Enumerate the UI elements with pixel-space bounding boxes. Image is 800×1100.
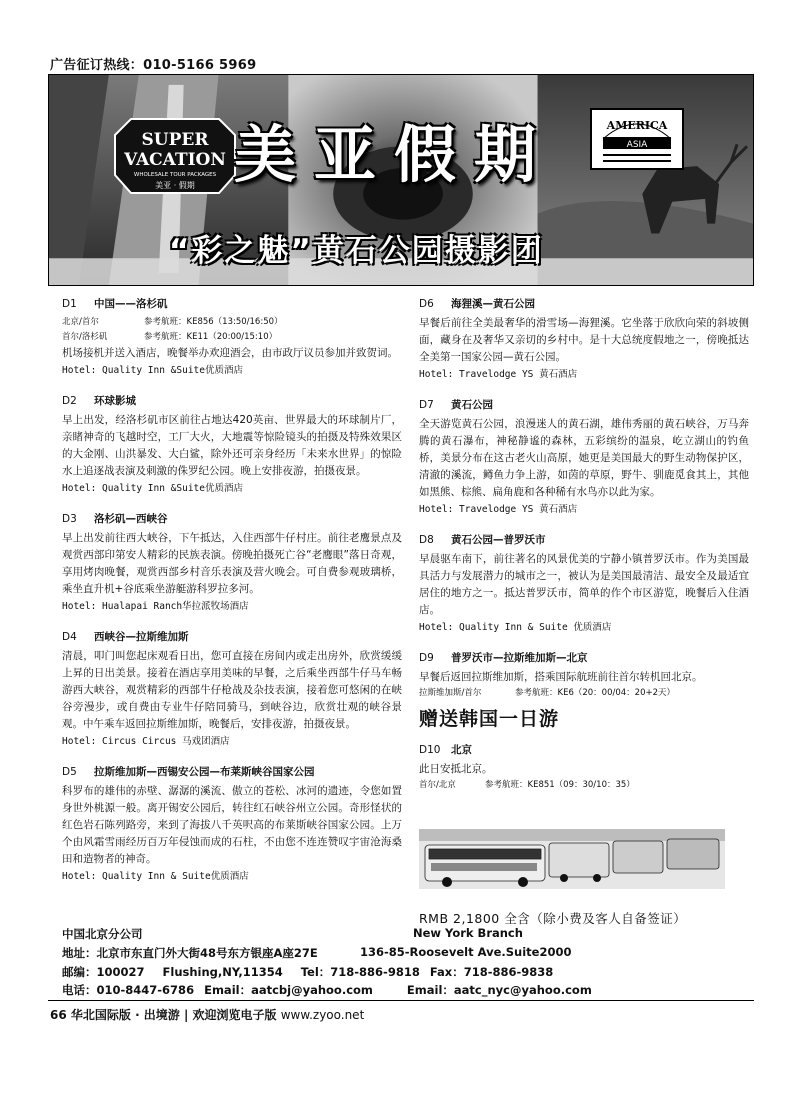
- day-text: 早餐后前往全美最奢华的滑雪场—海狸溪。它坐落于欣欣向荣的斜坡侧面，藏身在及奢华又亲切的乡村中。是十大总统度假地之一，傍晚抵达全美第一国家公园—黄石公园。: [419, 317, 749, 363]
- day-num: D10: [419, 744, 441, 756]
- day-text: 早上出发前往西大峡谷，下午抵达，入住西部牛仔村庄。前往老鹰景点及观赏西部印第安人精彩的民族表演。傍晚拍摄死亡谷“老鹰眼”落日奇观，享用烤肉晚餐，观赏西部乡村音乐表演及营火晚会。可自费参观玻璃桥，乘坐直升机+谷底乘坐游艇游科罗拉多河。: [62, 532, 402, 595]
- tour-price: RMB 2,1800 全含（除小费及客人自备签证）: [419, 911, 687, 926]
- itinerary-right-column: [419, 296, 749, 802]
- ny-address: 136-85-Roosevelt Ave.Suite2000: [360, 945, 572, 959]
- day-d5: [62, 764, 402, 885]
- ny-email: Email：aatc_nyc@yahoo.com: [406, 983, 592, 997]
- ny-fax: Fax：718-886-9838: [429, 965, 554, 979]
- day-d7: [419, 397, 749, 518]
- day-hotel: Hotel: Travelodge YS 黄石酒店: [419, 369, 578, 380]
- day-hotel: Hotel: Quality Inn &Suite优质酒店: [62, 483, 243, 494]
- day-hotel: Hotel: Quality Inn & Suite 优质酒店: [419, 622, 612, 633]
- itinerary-left-column: [62, 296, 402, 894]
- ny-tel: Tel：718-886-9818: [300, 965, 420, 979]
- cn-email: Email：aatcbj@yahoo.com: [204, 983, 373, 997]
- day-title: 西峡谷—拉斯维加斯: [94, 631, 189, 643]
- day-text: 此日安抵北京。: [419, 763, 493, 775]
- cn-address: 地址：北京市东直门外大街48号东方银座A座27E: [62, 946, 318, 960]
- contact-row-zip: [62, 964, 553, 980]
- day-title: 北京: [451, 744, 472, 756]
- day-hotel: Hotel: Circus Circus 马戏团酒店: [62, 736, 230, 747]
- day-hotel: Hotel: Quality Inn &Suite优质酒店: [62, 365, 243, 376]
- day-d10: [419, 742, 749, 793]
- day-num: D4: [62, 631, 77, 643]
- day-text: 清晨，叩门叫您起床观看日出，您可直接在房间内或走出房外，欣赏缓缓上昇的日出美景。接着在酒店享用美味的早餐，之后乘坐西部牛仔马车畅游西大峡谷，观赏精彩的西部牛仔枪战及杂技表演，接着您可悠闲的在峡谷旁漫步，或自费由专业牛仔陪同骑马，到峡谷边，欣赏壮观的峡谷景观。中午乘车返回拉斯维加斯，晚餐后，安排夜游，拍摄夜景。: [62, 650, 402, 730]
- logo-super-line3: WHOLESALE TOUR PACKAGES: [133, 172, 217, 178]
- flight-row: 拉斯维加斯/首尔 参考航班：KE6（20：00/04：20+2天）: [419, 688, 676, 698]
- day-num: D6: [419, 298, 434, 310]
- day-title: 黄石公园: [451, 399, 493, 411]
- day-hotel: Hotel: Travelodge YS 黄石酒店: [419, 504, 578, 515]
- page-number: 66: [50, 1008, 67, 1022]
- day-text: 早上出发，经洛杉矶市区前往占地达420英亩、世界最大的环球制片厂，亲睹神奇的飞越时空，工厂大火，大地震等惊险镜头的拍摄及特殊效果区的大金刚、山洪暴发、大白鲨，除外还可亲身经历「未来水世界」的惊险水上追逐战表演及刺激的侏罗纪公园。晚上安排夜游，拍摄夜景。: [62, 414, 402, 477]
- ny-city: Flushing,NY,11354: [162, 965, 283, 979]
- day-d8: [419, 532, 749, 636]
- logo-super-line1: SUPER: [141, 130, 209, 150]
- day-d4: [62, 629, 402, 750]
- day-text: 早餐后返回拉斯维加斯，搭乘国际航班前往首尔转机回北京。: [419, 671, 703, 683]
- logo-super-line2: VACATION: [124, 150, 226, 170]
- day-num: D3: [62, 513, 77, 525]
- flight-row: 首尔/北京 参考航班：KE851（09：30/10：35）: [419, 780, 635, 790]
- page-footer: [50, 1006, 364, 1023]
- cn-phone: 电话：010-8447-6786: [62, 983, 195, 997]
- day-title: 环球影城: [94, 395, 136, 407]
- day-title: 黄石公园—普罗沃市: [451, 534, 546, 546]
- logo-super-line4: 美亚 · 假期: [155, 181, 195, 190]
- footer-text: 华北国际版 · 出境游 | 欢迎浏览电子版: [70, 1008, 277, 1022]
- tour-subtitle: “彩之魅”黄石公园摄影团: [169, 233, 544, 269]
- day-title: 中国——洛杉矶: [94, 298, 168, 310]
- flight-row: 首尔/洛杉矶 参考航班：KE11（20:00/15:10）: [62, 332, 278, 342]
- day-title: 海狸溪—黄石公园: [451, 298, 535, 310]
- day-num: D5: [62, 766, 77, 778]
- day-d2: [62, 393, 402, 497]
- day-title: 拉斯维加斯—西锡安公园—布莱斯峡谷国家公园: [94, 766, 315, 778]
- gift-korea-day-tour: 赠送韩国一日游: [419, 708, 560, 730]
- day-num: D9: [419, 652, 434, 664]
- cn-zip: 邮编：100027: [62, 965, 145, 979]
- flight-row: 北京/首尔 参考航班：KE856（13:50/16:50）: [62, 317, 283, 327]
- contact-row-email: [62, 982, 592, 998]
- cn-branch: 中国北京分公司: [62, 927, 143, 941]
- day-text: 早晨驱车南下，前往著名的风景优美的宁静小镇普罗沃市。作为美国最具活力与发展潜力的城市之一，被认为是美国最清洁、最安全及最适宜居住的地方之一。抵达普罗沃市，简单的作个市区游览，晚餐后入住酒店。: [419, 553, 749, 616]
- america-asia-logo: [589, 107, 685, 171]
- day-num: D7: [419, 399, 434, 411]
- day-text: 科罗布的雄伟的赤壁、潺潺的溪流、傲立的苍松、冰河的遗迹，令您如置身世外桃源一般。离开锡安公园后，转往红石峡谷州立公园。奇形怪状的红色岩石陈列路旁，来到了海拔八千英呎高的布莱斯峡谷国家公园。上万个由风霜雪雨经历百万年侵蚀而成的石柱，不由您不连连赞叹宇宙沧海桑田和造物者的神奇。: [62, 785, 402, 865]
- brand-title: 美亚假期: [234, 118, 555, 191]
- day-d9: [419, 650, 749, 701]
- day-title: 普罗沃市—拉斯维加斯—北京: [451, 652, 588, 664]
- footer-url[interactable]: www.zyoo.net: [280, 1008, 365, 1022]
- footer-divider: [48, 1000, 754, 1001]
- day-d1: [62, 296, 402, 379]
- logo-asia-line1: AMERICA: [606, 119, 668, 132]
- day-text: 全天游览黄石公园，浪漫迷人的黄石湖，雄伟秀丽的黄石峡谷，万马奔腾的黄石瀑布，神秘静谧的森林，五彩缤纷的温泉，屹立湖山的钓鱼桥，美景分布在这古老火山高原，她更是美国最大的野生动物保护区，清澈的溪流，鳟鱼力争上游，如茵的草原，野牛、驯鹿觅食其上，其他如黑熊、棕熊、扁角鹿和各种稀有水鸟亦以此为家。: [419, 418, 749, 498]
- day-hotel: Hotel: Hualapai Ranch华拉派牧场酒店: [62, 601, 249, 612]
- logo-asia-line2: ASIA: [626, 140, 648, 150]
- banner: [48, 74, 754, 286]
- super-vacation-logo: [111, 115, 239, 197]
- day-title: 洛杉矶—西峡谷: [94, 513, 168, 525]
- day-d3: [62, 511, 402, 615]
- ny-branch: New York Branch: [413, 926, 523, 940]
- day-num: D1: [62, 298, 77, 310]
- ad-hotline: 广告征订热线：010-5166 5969: [50, 58, 257, 73]
- tour-bus-photo: [419, 829, 725, 889]
- day-text: 机场接机并送入酒店，晚餐举办欢迎酒会，由市政厅议员参加并致贺词。: [62, 347, 398, 359]
- day-num: D8: [419, 534, 434, 546]
- day-num: D2: [62, 395, 77, 407]
- contact-row-address: [62, 945, 572, 961]
- contact-row-branch: [62, 926, 523, 942]
- day-d6: [419, 296, 749, 383]
- day-hotel: Hotel: Quality Inn & Suite优质酒店: [62, 871, 249, 882]
